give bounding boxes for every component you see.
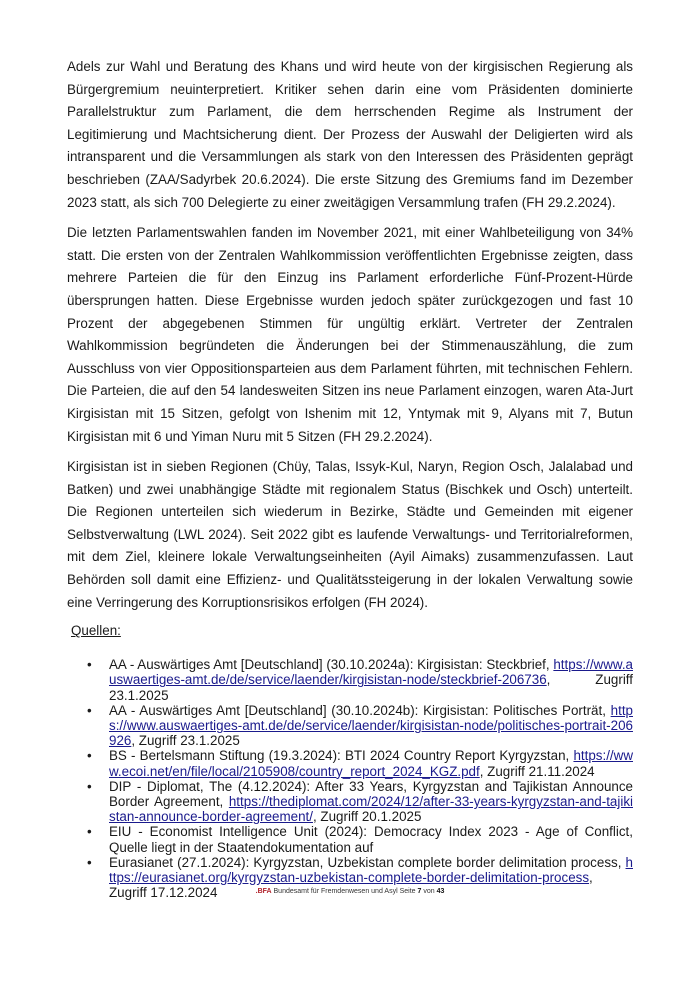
footer-text: Bundesamt für Fremdenwesen und Asyl Seite (271, 888, 418, 895)
page-footer (0, 888, 700, 895)
footer-page-total: 43 (436, 888, 445, 895)
document-page (67, 56, 633, 901)
sources-heading: Quellen: (71, 623, 121, 639)
source-access-date: , Zugriff 23.1.2025 (109, 672, 633, 703)
source-access-date: , Zugriff 21.11.2024 (479, 763, 595, 779)
source-link[interactable]: https://thediplomat.com/2024/12/after-33-years-kyrgyzstan-and-tajikistan-announce-border-agreement/ (109, 794, 633, 825)
source-text: AA - Auswärtiges Amt [Deutschland] (30.10.2024b): Kirgisistan: Politisches Porträt, (109, 702, 606, 718)
source-item (67, 657, 633, 703)
source-item (67, 779, 633, 825)
source-link[interactable]: https://eurasianet.org/kyrgyzstan-uzbekistan-complete-border-delimitation-process (109, 854, 633, 886)
bullet-icon: • (87, 702, 92, 718)
sources-list (67, 657, 633, 900)
source-text: DIP - Diplomat, The (4.12.2024): After 33 Years, Kyrgyzstan and Tajikistan Announce Border Agreement, (109, 778, 633, 810)
source-link[interactable]: https://www.auswaertiges-amt.de/de/service/laender/kirgisistan-node/politisches-portrait-206926 (109, 702, 633, 749)
source-access-date: , Zugriff 23.1.2025 (131, 733, 240, 749)
source-link[interactable]: https://www.auswaertiges-amt.de/de/service/laender/kirgisistan-node/steckbrief-206736 (109, 657, 633, 688)
bullet-icon: • (87, 657, 92, 673)
source-link[interactable]: https://www.ecoi.net/en/file/local/2105908/country_report_2024_KGZ.pdf (109, 748, 633, 779)
bullet-icon: • (87, 748, 92, 764)
source-text: AA - Auswärtiges Amt [Deutschland] (30.10.2024a): Kirgisistan: Steckbrief, (109, 657, 550, 673)
paragraph-elections: Die letzten Parlamentswahlen fanden im November 2021, mit einer Wahlbeteiligung von 34% statt. Die ersten von der Zentralen Wahlkommission veröffentlichten Ergebnisse zeigten, dass mehrere Parteien die für den Einzug ins Parlament erforderliche Fünf-Prozent-Hürde übersprungen hatten. Diese Ergebnisse wurden jedoch später zurückgezogen und fast 10 Prozent der abgegebenen Stimmen für ungültig erklärt. Vertreter der Zentralen Wahlkommission begründeten die Änderungen bei der Stimmenauszählung, die zum Ausschluss von vier Oppositionsparteien aus dem Parlament führten, mit technischen Fehlern. Die Parteien, die auf den 54 landesweiten Sitzen ins neue Parlament einzogen, waren Ata-Jurt Kirgisistan mit 15 Sitzen, gefolgt von Ishenim mit 12, Yntymak mit 9, Alyans mit 7, Butun Kirgisistan mit 6 und Yiman Nuru mit 5 Sitzen (FH 29.2.2024). (67, 225, 633, 444)
source-text: BS - Bertelsmann Stiftung (19.3.2024): BTI 2024 Country Report Kyrgyzstan, (109, 748, 570, 764)
footer-brand-logo: .BFA (255, 888, 272, 895)
source-access-date: , Zugriff 17.12.2024 (109, 870, 593, 901)
bullet-icon: • (87, 778, 92, 794)
source-text: Eurasianet (27.1.2024): Kyrgyzstan, Uzbekistan complete border delimitation process, (109, 854, 622, 870)
source-item (67, 824, 633, 854)
bullet-icon: • (87, 854, 92, 870)
source-item (67, 748, 633, 778)
paragraph-council: Adels zur Wahl und Beratung des Khans und wird heute von der kirgisischen Regierung als Bürgergremium neuinterpretiert. Kritiker sehen darin eine vom Präsidenten dominierte Parallelstruktur zum Parlament, die dem herrschenden Regime als Instrument der Legitimierung und Machtsicherung dient. Der Prozess der Auswahl der Deligierten wird als intransparent und die Versammlungen als stark von den Interessen des Präsidenten geprägt beschrieben (ZAA/Sadyrbek 20.6.2024). Die erste Sitzung des Gremiums fand im Dezember 2023 statt, als sich 700 Delegierte zu einer zweitägigen Versammlung trafen (FH 29.2.2024). (67, 59, 633, 210)
bullet-icon: • (87, 824, 92, 840)
source-text: EIU - Economist Intelligence Unit (2024): Democracy Index 2023 - Age of Conflict, Quelle liegt in der Staatendokumentation auf (109, 824, 633, 855)
paragraph-regions: Kirgisistan ist in sieben Regionen (Chüy, Talas, Issyk-Kul, Naryn, Region Osch, Jalalabad und Batken) und zwei unabhängige Städte mit regionalem Status (Bischkek und Osch) unterteilt. Die Regionen unterteilen sich wiederum in Bezirke, Städte und Gemeinden mit eigener Selbstverwaltung (LWL 2024). Seit 2022 gibt es laufende Verwaltungs- und Territorialreformen, mit dem Ziel, kleinere lokale Verwaltungseinheiten (Ayil Aimaks) zusammenzufassen. Laut Behörden soll damit eine Effizienz- und Qualitätssteigerung in der lokalen Verwaltung sowie eine Verringerung des Korruptionsrisikos erfolgen (FH 2024). (67, 459, 633, 610)
footer-page-number: 7 (417, 888, 422, 895)
source-access-date: , Zugriff 20.1.2025 (312, 809, 422, 825)
source-item (67, 703, 633, 749)
footer-of: von (421, 888, 437, 895)
